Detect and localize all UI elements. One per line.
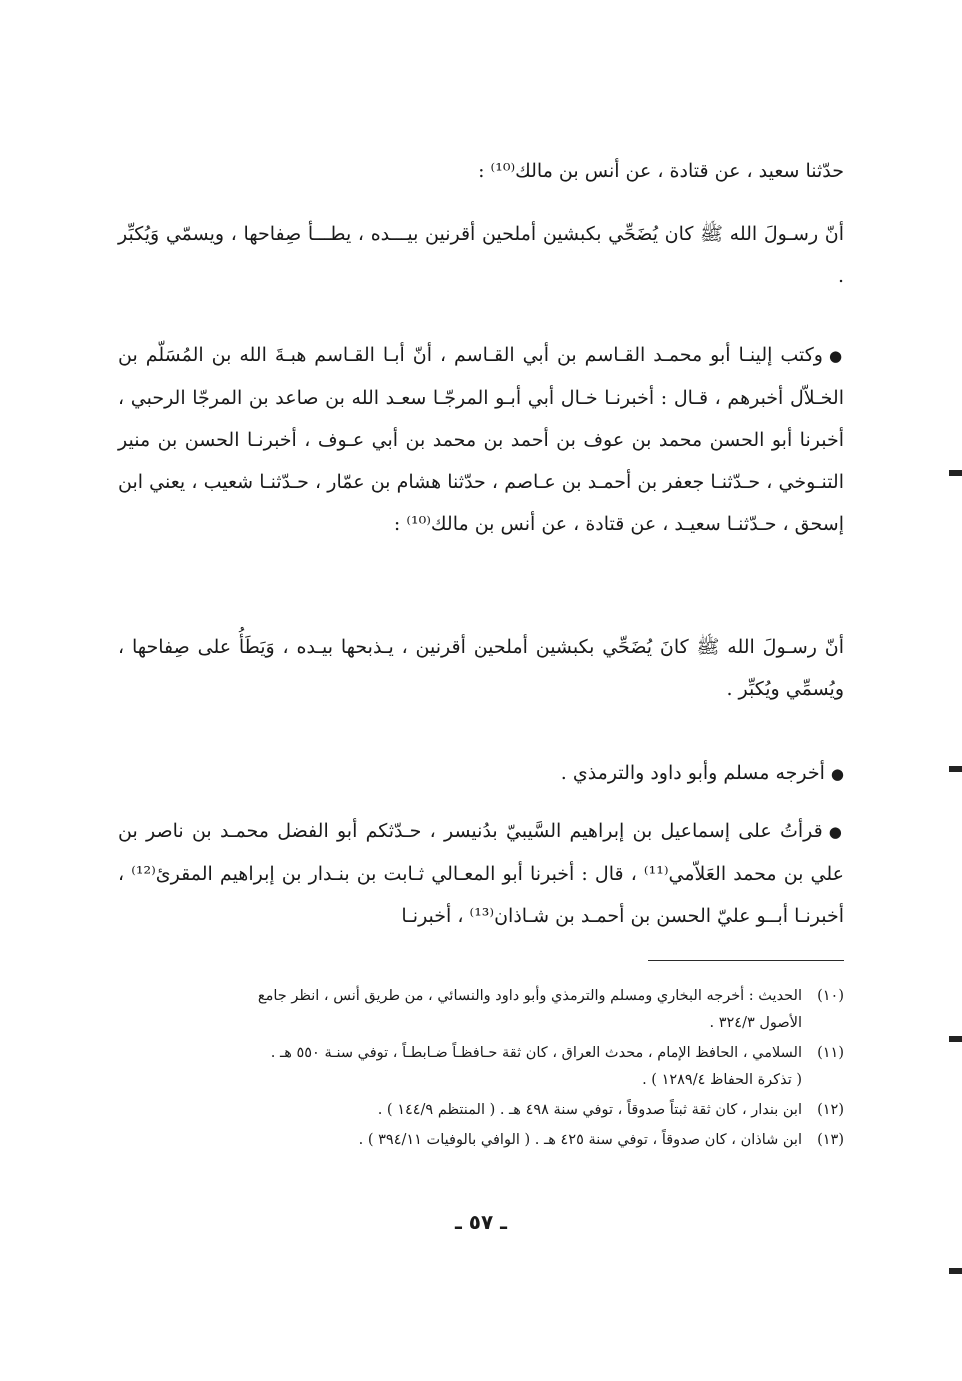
- footnote-text: السلامي ، الحافظ الإمام ، محدث العراق ، كان ثقة حـافظـاً ضـابطـاً ، توفي سنـة ٥٥٠ هـ .: [270, 1045, 802, 1061]
- scan-edge-mark: [949, 1268, 962, 1274]
- paragraph-text: حدّثنا سعيد ، عن قتادة ، عن أنس بن مالك⁽¹⁰⁾ :: [478, 160, 844, 182]
- scan-edge-mark: [949, 766, 962, 772]
- footnote-number: (١١): [817, 1045, 844, 1061]
- paragraph-text: قرأتُ على إسماعيل بن إبراهيم السَّيبيّ بدُنيسر ، حـدّثكم أبو الفضل محمـد بن ناصر بن علي بن محمد العَلاّمي⁽¹¹⁾ ، قال : أخبرنا أبو المعـالي ثـابت بن بنـدار بن إبراهيم المقرئ⁽¹²⁾ ، أخبرنـا أبــو عليّ الحسن بن أحمـد بن شـاذان⁽¹³⁾ ، أخبرنـا: [118, 820, 845, 927]
- paragraph-second-isnad: [118, 334, 844, 545]
- footnote-number: (١٠): [817, 988, 844, 1004]
- footnote-text: ابن بندار ، كان ثقة ثبتاً صدوقاً ، توفي سنة ٤٩٨ هـ . ( المنتظم ١٤٤/٩ ) .: [377, 1102, 802, 1118]
- footnote-13: [118, 1127, 844, 1154]
- paragraph-hadith-text-2: [118, 626, 844, 710]
- bullet-icon: ●: [830, 765, 844, 783]
- footnote-text-continued: ( تذكرة الحفاظ ١٢٨٩/٤ ) .: [642, 1072, 802, 1088]
- footnote-number: (١٣): [817, 1132, 844, 1148]
- paragraph-text: وكتب إلينـا أبو محمـد القـاسم بن أبي القـاسم ، أنّ أبـا القـاسم هبـةَ الله بن المُسَلّم بن الخـلاّل أخبرهم ، قـال : أخبرنـا خـال أبي أبـو المرجّـا سعـد الله بن صاعد بن المرجّا الرحبي ، أخبرنا أبو الحسن محمد بن عوف بن أحمد بن محمد بن أبي عـوف ، أخبرنـا الحسن بن منير التنـوخي ، حـدّثنـا جعفر بن أحمـد بن عـاصم ، حدّثنا هشام بن عمّار ، حـدّثنـا شعيب ، يعني ابن إسحق ، حـدّثنـا سعيـد ، عن قتادة ، عن أنس بن مالك⁽¹⁰⁾ :: [118, 344, 844, 535]
- footnote-text: ابن شاذان ، كان صدوقاً ، توفي سنة ٤٢٥ هـ . ( الوافي بالوفيات ٣٩٤/١١ ) .: [358, 1132, 802, 1148]
- paragraph-third-isnad: [118, 810, 844, 937]
- paragraph-text: أنّ رسـولَ الله ﷺ كانَ يُضَحِّي بكبشين أملحين أقرنين ، يـذبحها بيـده ، وَيَطَأُ على صِفاحها ، ويُسمِّي ويُكبِّر .: [118, 636, 844, 700]
- paragraph-text: أنّ رسـولَ الله ﷺ كان يُضَحِّي بكبشين أملحين أقرنين بيـــده ، يطـــأ صِفاحها ، ويسمّي وَيُكبِّر .: [118, 223, 844, 287]
- footnote-11: [118, 1040, 844, 1094]
- footnote-text: الحديث : أخرجه البخاري ومسلم والترمذي وأبو داود والنسائي ، من طريق أنس ، انظر جامع: [257, 988, 802, 1004]
- footnote-divider: [648, 960, 844, 961]
- page-number: ـ ٥٧ ـ: [454, 1210, 508, 1234]
- scan-edge-mark: [949, 470, 962, 476]
- footnote-number: (١٢): [817, 1102, 844, 1118]
- bullet-icon: ●: [828, 823, 844, 841]
- footnote-10: [118, 983, 844, 1037]
- paragraph-opening-isnad: [118, 150, 844, 192]
- paragraph-text: أخرجه مسلم وأبو داود والترمذي .: [560, 762, 825, 784]
- footnote-text-continued: الأصول ٣٢٤/٣ .: [709, 1015, 802, 1031]
- scan-edge-mark: [949, 1036, 962, 1042]
- footnotes: [118, 983, 844, 1157]
- paragraph-hadith-text-1: [118, 213, 844, 297]
- paragraph-takhrij: [118, 752, 844, 795]
- bullet-icon: ●: [828, 347, 844, 365]
- footnote-12: [118, 1097, 844, 1124]
